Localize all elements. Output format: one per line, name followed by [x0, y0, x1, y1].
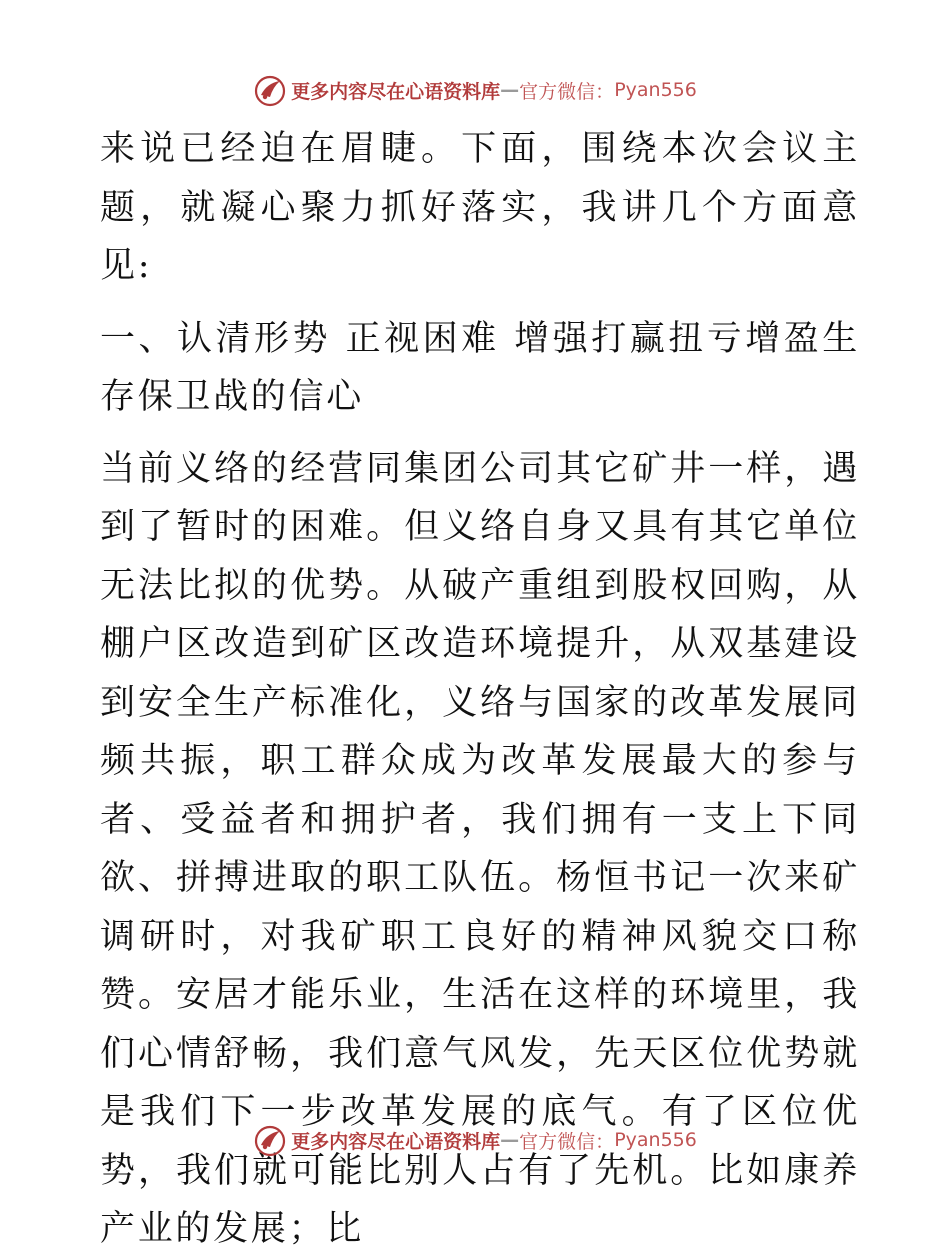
watermark-site-text: 更多内容尽在心语资料库 [291, 1130, 501, 1153]
watermark-site-text: 更多内容尽在心语资料库 [291, 80, 501, 103]
watermark-separator: — [500, 79, 520, 101]
header-watermark [0, 68, 950, 112]
library-logo-icon [253, 1123, 287, 1157]
watermark-separator: — [500, 1129, 520, 1151]
watermark-wechat-label: 官方微信： [519, 80, 615, 103]
watermark-wechat-label: 官方微信： [519, 1130, 615, 1153]
body-paragraph: 当前义络的经营同集团公司其它矿井一样，遇到了暂时的困难。但义络自身又具有其它单位无法比拟的优势。从破产重组到股权回购，从棚户区改造到矿区改造环境提升，从双基建设到安全生产标准化，义络与国家的改革发展同频共振，职工群众成为改革发展最大的参与者、受益者和拥护者，我们拥有一支上下同欲、拼搏进取的职工队伍。杨恒书记一次来矿调研时，对我矿职工良好的精神风貌交口称赞。安居才能乐业，生活在这样的环境里，我们心情舒畅，我们意气风发，先天区位优势就是我们下一步改革发展的底气。有了区位优势，我们就可能比别人占有了先机。比如康养产业的发展；比 [100, 448, 860, 1249]
section-heading: 一、认清形势 正视困难 增强打赢扭亏增盈生存保卫战的信心 [100, 318, 860, 417]
library-logo-icon [253, 73, 287, 107]
intro-paragraph: 来说已经迫在眉睫。下面，围绕本次会议主题，就凝心聚力抓好落实，我讲几个方面意见: [100, 129, 860, 286]
watermark-wechat-id: Pyan556 [614, 1129, 697, 1151]
watermark-wechat-id: Pyan556 [614, 79, 697, 101]
footer-watermark [0, 1118, 950, 1162]
document-body [100, 120, 860, 1259]
